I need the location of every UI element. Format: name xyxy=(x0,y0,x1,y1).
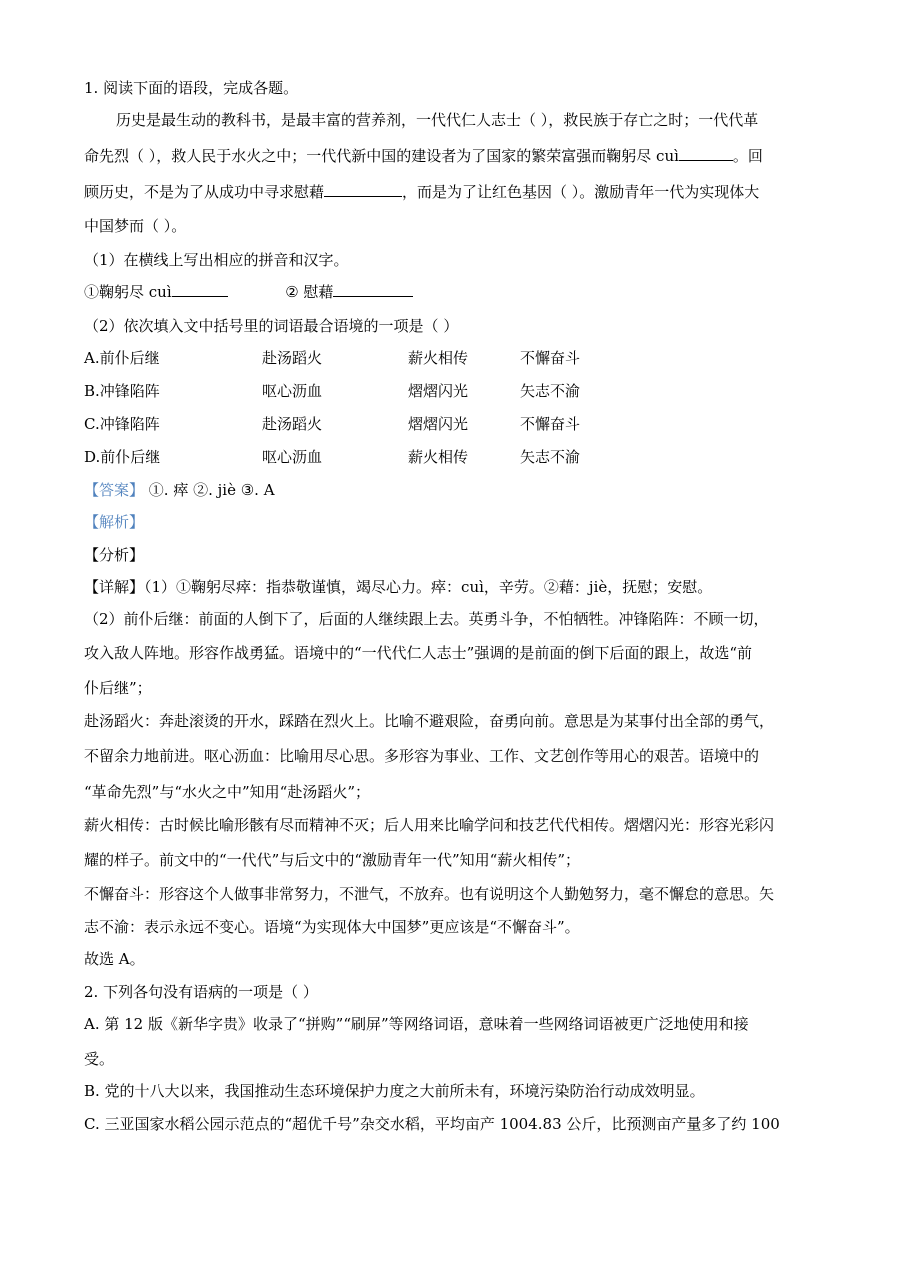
passage-line-4: 中国梦而（ ）。 xyxy=(84,217,187,235)
q2-option-b: B. 党的十八大以来，我国推动生态环境保护力度之大前所未有，环境污染防治行动成效明显。 xyxy=(84,1082,705,1100)
passage-line-3: 顾历史，不是为了从成功中寻求慰藉 ，而是为了让红色基因（ ）。激励青年一代为实现体大 xyxy=(84,183,760,201)
document-page: 1. 阅读下面的语段，完成各题。 历史是最生动的教科书，是最丰富的营养剂，一代代仁人志士（ ），救民族于存亡之时；一代代革 命先烈（ ），救人民于水火之中；一代代新中国的建设者为了国家的繁荣富强而鞠躬尽 cuì 。回 顾历史，不是为了从成功中寻求慰藉 ，而是为了让红色基因（ ）。激励青年一代为实现体大 中国梦而（ ）。 （1）在横线上写出相应的拼音和汉字。 ①鞠躬尽 cuì ② 慰藉 （2）依次填入文中括号里的词语最合语境的一项是（ ） A.前仆后继 赴汤蹈火 薪火相传 不懈奋斗 B.冲锋陷阵 呕心沥血 熠熠闪光 矢志不渝 C.冲锋陷阵 赴汤蹈火 熠熠闪光 不懈奋斗 D.前仆后继 呕心沥血 薪火相传 矢志不渝 【答案】 ①. 瘁 ②. jiè ③. A 【解析】 【分析】 【详解】（1）①鞠躬尽瘁：指恭敬谨慎，竭尽心力。瘁：cuì，辛劳。②藉：jiè，抚慰；安慰。 （2）前仆后继：前面的人倒下了，后面的人继续跟上去。英勇斗争，不怕牺牲。冲锋陷阵：不顾一切， 攻入敌人阵地。形容作战勇猛。语境中的“一代代仁人志士”强调的是前面的倒下后面的跟上，故选“前 仆后继”； 赴汤蹈火：奔赴滚烫的开水，踩踏在烈火上。比喻不避艰险，奋勇向前。意思是为某事付出全部的勇气， 不留余力地前进。呕心沥血：比喻用尽心思。多形容为事业、工作、文艺创作等用心的艰苦。语境中的 “革命先烈”与“水火之中”知用“赴汤蹈火”； 薪火相传：古时候比喻形骸有尽而精神不灭；后人用来比喻学问和技艺代代相传。熠熠闪光：形容光彩闪 耀的样子。前文中的“一代代”与后文中的“激励青年一代”知用“薪火相传”； 不懈奋斗：形容这个人做事非常努力，不泄气，不放弃。也有说明这个人勤勉努力，毫不懈怠的意思。矢 志不渝：表示永远不变心。语境“为实现体大中国梦”更应该是“不懈奋斗”。 故选 A。 2. 下列各句没有语病的一项是（ ） A. 第 12 版《新华字贵》收录了“拼购”“刷屏”等网络词语，意味着一些网络词语被更广泛地使用和接 受。 B. 党的十八大以来，我国推动生态环境保护力度之大前所未有，环境污染防治行动成效明显。 C. 三亚国家水稻公园示范点的“超优千号”杂交水稻，平均亩产 1004.83 公斤，比预测亩产量多了约 100 xyxy=(84,79,780,1133)
q2-option-a-cont: 受。 xyxy=(84,1050,115,1068)
detail-line-12: 故选 A。 xyxy=(84,950,145,968)
detail-line-9: 耀的样子。前文中的“一代代”与后文中的“激励青年一代”知用“薪火相传”； xyxy=(84,851,581,869)
detail-line-5: 赴汤蹈火：奔赴滚烫的开水，踩踏在烈火上。比喻不避艰险，奋勇向前。意思是为某事付出全部的勇气， xyxy=(84,712,775,730)
blank-cui xyxy=(679,159,733,161)
jiexi-label: 【解析】 xyxy=(84,513,145,531)
passage-line-2: 命先烈（ ），救人民于水火之中；一代代新中国的建设者为了国家的繁荣富强而鞠躬尽 cuì 。回 xyxy=(84,147,763,165)
detail-line-11: 志不渝：表示永远不变心。语境“为实现体大中国梦”更应该是“不懈奋斗”。 xyxy=(84,918,580,936)
q2-option-a: A. 第 12 版《新华字贵》收录了“拼购”“刷屏”等网络词语，意味着一些网络词语被更广泛地使用和接 xyxy=(84,1015,749,1033)
detail-line-10: 不懈奋斗：形容这个人做事非常努力，不泄气，不放弃。也有说明这个人勤勉努力，毫不懈怠的意思。矢 xyxy=(84,885,775,903)
q2-title: 2. 下列各句没有语病的一项是（ ） xyxy=(84,983,318,1001)
detail-line-4: 仆后继”； xyxy=(84,679,152,697)
detail-line-3: 攻入敌人阵地。形容作战勇猛。语境中的“一代代仁人志士”强调的是前面的倒下后面的跟上，故选“前 xyxy=(84,644,753,662)
blank-2 xyxy=(333,295,413,297)
answer-text: ①. 瘁 ②. jiè ③. A xyxy=(144,481,275,499)
sub1-items: ①鞠躬尽 cuì ② 慰藉 xyxy=(84,282,413,302)
detail-line-2: （2）前仆后继：前面的人倒下了，后面的人继续跟上去。英勇斗争，不怕牺牲。冲锋陷阵：不顾一切， xyxy=(84,610,769,628)
answer-label: 【答案】 xyxy=(84,481,145,499)
sub-question-1: （1）在横线上写出相应的拼音和汉字。 xyxy=(84,251,349,269)
detail-line-1: 【详解】（1）①鞠躬尽瘁：指恭敬谨慎，竭尽心力。瘁：cuì，辛劳。②藉：jiè，抚慰；安慰。 xyxy=(84,578,713,596)
q2-option-c: C. 三亚国家水稻公园示范点的“超优千号”杂交水稻，平均亩产 1004.83 公斤，比预测亩产量多了约 100 xyxy=(84,1115,780,1133)
q1-title: 1. 阅读下面的语段，完成各题。 xyxy=(84,79,299,97)
blank-1 xyxy=(172,295,228,297)
detail-label: 【详解】 xyxy=(84,578,145,596)
sub-question-2: （2）依次填入文中括号里的词语最合语境的一项是（ ） xyxy=(84,317,459,335)
blank-weijie xyxy=(324,195,402,197)
fenxi-label: 【分析】 xyxy=(84,546,145,564)
passage-line-1: 历史是最生动的教科书，是最丰富的营养剂，一代代仁人志士（ ），救民族于存亡之时；一代代革 xyxy=(116,111,759,129)
detail-line-6: 不留余力地前进。呕心沥血：比喻用尽心思。多形容为事业、工作、文艺创作等用心的艰苦。语境中的 xyxy=(84,747,760,765)
detail-line-8: 薪火相传：古时候比喻形骸有尽而精神不灭；后人用来比喻学问和技艺代代相传。熠熠闪光：形容光彩闪 xyxy=(84,816,775,834)
answer-line xyxy=(84,480,275,500)
detail-line-7: “革命先烈”与“水火之中”知用“赴汤蹈火”； xyxy=(84,783,371,801)
